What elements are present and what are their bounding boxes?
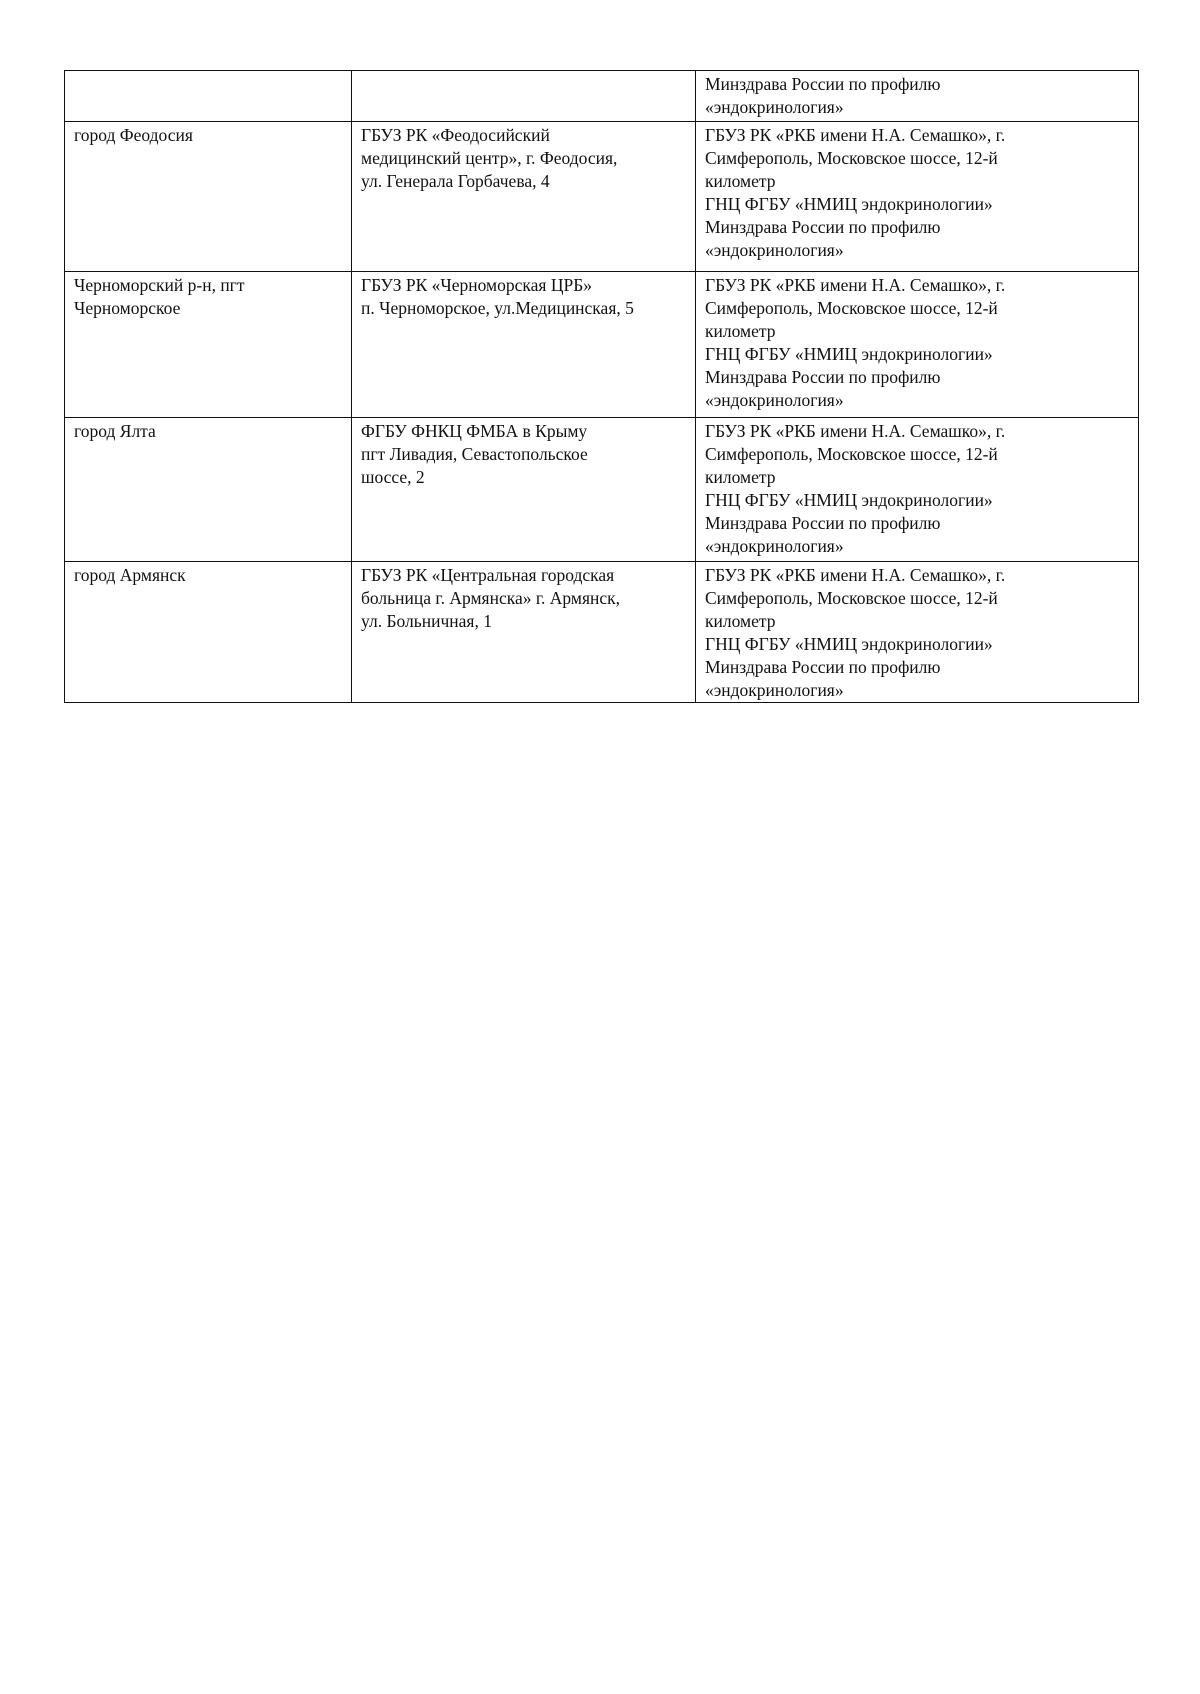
table-row: [65, 418, 1139, 562]
table-row: [65, 71, 1139, 122]
referral-center-cell: Минздрава России по профилю «эндокринология»: [696, 71, 1139, 122]
local-institution-cell: ГБУЗ РК «Феодосийский медицинский центр», г. Феодосия, ул. Генерала Горбачева, 4: [352, 122, 696, 272]
table-row: [65, 272, 1139, 418]
referral-center-cell: ГБУЗ РК «РКБ имени Н.А. Семашко», г. Симферополь, Московское шоссе, 12-й километр ГНЦ ФГБУ «НМИЦ эндокринологии» Минздрава России по профилю «эндокринология»: [696, 272, 1139, 418]
area-cell: [65, 71, 352, 122]
table-row: [65, 122, 1139, 272]
area-cell: город Ялта: [65, 418, 352, 562]
table-row: [65, 562, 1139, 703]
local-institution-cell: ФГБУ ФНКЦ ФМБА в Крыму пгт Ливадия, Севастопольское шоссе, 2: [352, 418, 696, 562]
referral-center-cell: ГБУЗ РК «РКБ имени Н.А. Семашко», г. Симферополь, Московское шоссе, 12-й километр ГНЦ ФГБУ «НМИЦ эндокринологии» Минздрава России по профилю «эндокринология»: [696, 562, 1139, 703]
local-institution-cell: [352, 71, 696, 122]
area-cell: Черноморский р-н, пгт Черноморское: [65, 272, 352, 418]
referral-center-cell: ГБУЗ РК «РКБ имени Н.А. Семашко», г. Симферополь, Московское шоссе, 12-й километр ГНЦ ФГБУ «НМИЦ эндокринологии» Минздрава России по профилю «эндокринология»: [696, 418, 1139, 562]
referral-center-cell: ГБУЗ РК «РКБ имени Н.А. Семашко», г. Симферополь, Московское шоссе, 12-й километр ГНЦ ФГБУ «НМИЦ эндокринологии» Минздрава России по профилю «эндокринология»: [696, 122, 1139, 272]
local-institution-cell: ГБУЗ РК «Центральная городская больница г. Армянска» г. Армянск, ул. Больничная, 1: [352, 562, 696, 703]
routing-table: [64, 70, 1139, 703]
area-cell: город Армянск: [65, 562, 352, 703]
local-institution-cell: ГБУЗ РК «Черноморская ЦРБ» п. Черноморское, ул.Медицинская, 5: [352, 272, 696, 418]
area-cell: город Феодосия: [65, 122, 352, 272]
